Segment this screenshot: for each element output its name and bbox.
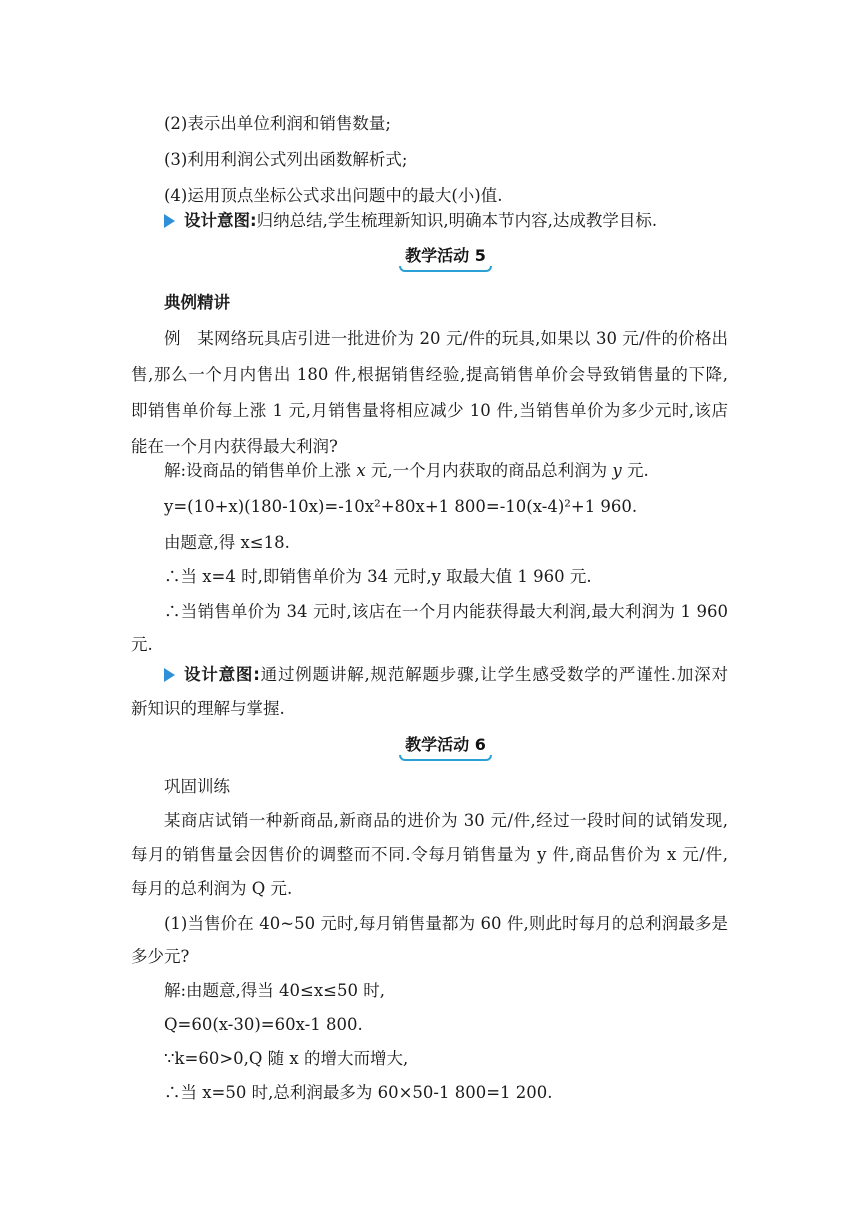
section-title-activity-6 (399, 733, 492, 763)
design-intent-2-end: 新知识的理解与掌握. (131, 699, 285, 718)
answer-1-line-2: Q=60(x-30)=60x-1 800. (164, 1015, 363, 1034)
answer-1-line-4: ∴当 x=50 时,总利润最多为 60×50-1 800=1 200. (164, 1083, 553, 1102)
step-4: (4)运用顶点坐标公式求出问题中的最大(小)值. (164, 186, 503, 205)
section-underline (399, 755, 492, 761)
design-intent-label: 设计意图: (184, 211, 257, 230)
triangle-marker-icon (164, 214, 175, 228)
solution-text: 解:设商品的销售单价上涨 (164, 461, 357, 480)
design-intent-label: 设计意图: (184, 665, 260, 684)
practice-line-3: 每月的总利润为 Q 元. (131, 879, 293, 898)
solution-conclusion-2-end: 元. (131, 635, 153, 654)
design-intent-text: 通过例题讲解,规范解题步骤,让学生感受数学的严谨性.加深对 (259, 665, 728, 684)
solution-text: 元,一个月内获取的商品总利润为 (365, 461, 613, 480)
solution-conclusion-2: ∴当销售单价为 34 元时,该店在一个月内能获得最大利润,最大利润为 1 960 (164, 602, 728, 621)
solution-setup (164, 460, 649, 482)
variable-y: y (612, 461, 622, 480)
example-heading: 典例精讲 (164, 293, 230, 312)
step-3: (3)利用利润公式列出函数解析式; (164, 150, 408, 169)
practice-heading: 巩固训练 (164, 777, 230, 796)
practice-line-2: 每月的销售量会因售价的调整而不同.令每月销售量为 y 件,商品售价为 x 元/件, (131, 845, 728, 864)
section-title-activity-5 (399, 244, 492, 274)
practice-line-1: 某商店试销一种新商品,新商品的进价为 30 元/件,经过一段时间的试销发现, (164, 811, 728, 830)
solution-text: 元. (621, 461, 649, 480)
section-underline (399, 266, 492, 272)
solution-formula: y=(10+x)(180-10x)=-10x²+80x+1 800=-10(x-4)²+1 960. (164, 497, 638, 516)
section-title-text: 教学活动 5 (405, 246, 486, 265)
example-line-2: 售,那么一个月内售出 180 件,根据销售经验,提高销售单价会导致销售量的下降, (131, 365, 728, 384)
question-1-line-1: (1)当售价在 40~50 元时,每月销售量都为 60 件,则此时每月的总利润最多是 (164, 914, 728, 933)
step-2: (2)表示出单位利润和销售数量; (164, 114, 391, 133)
example-line-1: 例 某网络玩具店引进一批进价为 20 元/件的玩具,如果以 30 元/件的价格出 (164, 329, 728, 348)
answer-1-line-3: ∵k=60>0,Q 随 x 的增大而增大, (164, 1049, 409, 1068)
example-line-4: 能在一个月内获得最大利润? (131, 437, 338, 456)
design-intent-text: 归纳总结,学生梳理新知识,明确本节内容,达成教学目标. (256, 211, 658, 230)
solution-constraint: 由题意,得 x≤18. (164, 533, 290, 552)
design-intent-1 (184, 210, 657, 232)
triangle-marker-icon (164, 668, 175, 682)
variable-x: x (356, 461, 366, 480)
section-title-text: 教学活动 6 (405, 735, 486, 754)
solution-conclusion-1: ∴当 x=4 时,即销售单价为 34 元时,y 取最大值 1 960 元. (164, 567, 592, 586)
design-intent-2 (184, 664, 728, 686)
answer-1-line-1: 解:由题意,得当 40≤x≤50 时, (164, 981, 385, 1000)
question-1-line-2: 多少元? (131, 947, 190, 966)
example-line-3: 即销售单价每上涨 1 元,月销售量将相应减少 10 件,当销售单价为多少元时,该店 (131, 401, 728, 420)
